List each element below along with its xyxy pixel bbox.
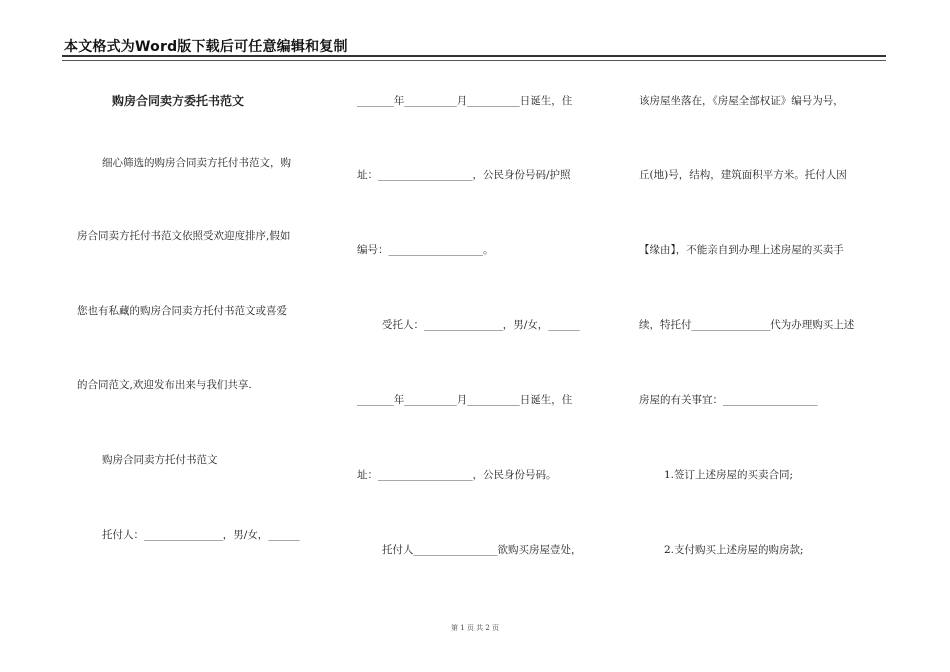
document-title: 购房合同卖方委托书范文 [112,94,245,108]
list-item: 2.支付购买上述房屋的购房款; [664,544,804,556]
paragraph-line: 址：__________________，公民身份号码/护照 [357,169,571,181]
paragraph-line: 房屋的有关事宜：__________________ [639,394,818,406]
paragraph-line: 的合同范文,欢迎发布出来与我们共享. [77,379,252,391]
paragraph-line: _______年__________月__________日诞生，住 [357,95,573,107]
paragraph-line: 房合同卖方托付书范文依照受欢迎度排序,假如 [77,230,291,242]
page-number: 第 1 页 共 2 页 [450,624,500,632]
document-banner: 本文格式为Word版下载后可任意编辑和复制 [64,39,348,55]
paragraph-line: 编号：__________________。 [357,244,494,256]
paragraph-line: 托付人________________欲购买房屋壹处， [382,544,582,556]
paragraph-line: _______年__________月__________日诞生，住 [357,394,573,406]
paragraph-line: 托付人：_______________，男/女，______ [102,529,300,541]
paragraph-line: 丘(地)号，结构，建筑面积平方米。托付人因 [639,169,847,181]
paragraph-line: 受托人：_______________，男/女，______ [382,319,580,331]
paragraph-line: 址：__________________，公民身份号码。 [357,469,557,481]
section-heading: 购房合同卖方托付书范文 [102,454,218,466]
paragraph-line: 续，特托付_______________代为办理购买上述 [639,319,855,331]
list-item: 1.签订上述房屋的买卖合同; [664,469,794,481]
paragraph-line: 细心筛选的购房合同卖方托付书范文，购 [102,157,291,169]
paragraph-line: 该房屋坐落在，《房屋全部权证》编号为号， [639,95,844,107]
paragraph-line: 您也有私藏的购房合同卖方托付书范文或喜爱 [77,305,287,317]
paragraph-line: 【缘由】，不能亲自到办理上述房屋的买卖手 [639,244,844,256]
